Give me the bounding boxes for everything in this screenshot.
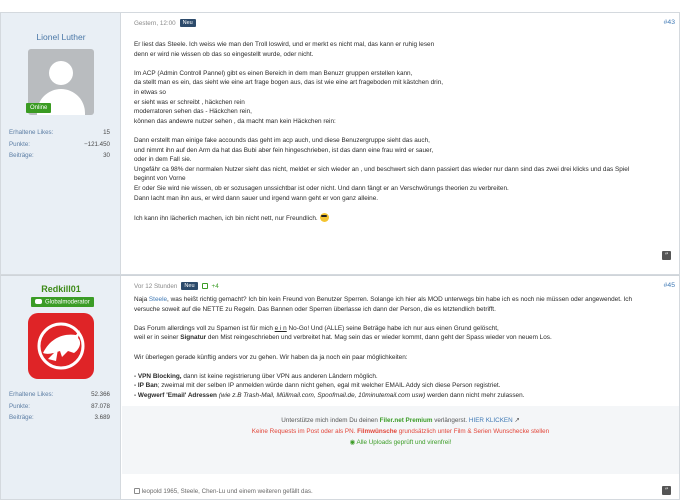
online-badge: Online: [26, 103, 51, 113]
text: ; zweimal mit der selben IP anmelden würde dann nicht gehen, egal mit welcher EMAIL Addy sich diese Person registriet.: [157, 382, 501, 390]
like-count[interactable]: +4: [211, 282, 219, 290]
cool-smiley-icon: [320, 213, 329, 222]
text: Keine Requests im Post oder als PN.: [251, 428, 358, 435]
quote-icon[interactable]: ”: [662, 251, 671, 260]
text: verlängerst.: [432, 417, 469, 424]
stat-value: 15: [103, 129, 110, 136]
new-badge: Neu: [180, 19, 196, 27]
text: werden dann nicht mehr zulassen.: [425, 391, 525, 399]
text-line: Im ACP (Admin Controll Pannel) gibt es einen Bereich in dem man Benuzr gruppen erstellen kann,: [134, 69, 413, 77]
italic-text: (wie z.B Trash-Mail, Müllmail.com, Spoofmail.de, 10minutemail.com usw): [216, 391, 426, 399]
signature-block: [122, 406, 679, 474]
avatar[interactable]: [28, 313, 94, 379]
bold-text: Filmwünsche: [357, 428, 398, 435]
user-sidebar: [1, 276, 121, 499]
text: Naja: [134, 296, 149, 303]
new-badge: Neu: [181, 282, 197, 290]
promo-link[interactable]: HIER KLICKEN: [468, 417, 513, 424]
thumbs-up-icon: [134, 488, 140, 494]
user-stats: [9, 129, 110, 164]
liked-by-bar: [134, 488, 313, 495]
text-line: in etwas so: [134, 88, 166, 96]
role-badge: [31, 297, 94, 307]
text-line: er sieht was er schreibt , häckchen rein: [134, 98, 245, 106]
text: weil er in seiner: [134, 334, 181, 342]
username-link[interactable]: Redkill01: [41, 284, 81, 294]
liked-by-text[interactable]: leopold 1965, Steele, Chen-Lu und einem weiteren gefällt das.: [141, 488, 313, 495]
bold-text: Filer.net Premium: [379, 417, 433, 424]
bold-text: Signatur: [180, 334, 207, 342]
text-line: oder in dem Fall sie.: [134, 156, 192, 164]
text-line: können das andewre nutzer sehen , da macht man kein Häckchen rein:: [134, 117, 336, 125]
text-line: Dann lacht man ihn aus, er wird dann sauer und irgend wann geht er von ganz alleine.: [134, 194, 379, 202]
text-line: Ungefähr ca 98% der normalen Nutzer sieht das nicht, meldet er sich wieder an , und beschwert sich dann passiert das wieder nur dann sind das zwei drei klicks und das Spiel: [134, 165, 630, 173]
stat-label[interactable]: Punkte:: [9, 140, 30, 148]
text-line: beginnt von Vorne: [134, 175, 186, 183]
text-line: versuche soweit auf die NETTE zu Regeln. Das Bannen oder Sperren überlasse ich dann der Person, die es letztendlich betrifft.: [134, 305, 496, 313]
post-time[interactable]: Vor 12 Stunden: [134, 282, 178, 290]
external-link-icon: ↗: [514, 417, 520, 424]
role-label: Globalmoderator: [45, 299, 90, 305]
post-message: [134, 40, 669, 233]
user-stats: [9, 391, 110, 426]
post-time[interactable]: Gestern, 12:00: [134, 19, 176, 27]
text-line: moderratoren sehen das - Häckchen rein,: [134, 108, 252, 116]
stat-value: 52.366: [91, 391, 110, 398]
user-mention-link[interactable]: Steele: [148, 296, 168, 303]
text: Unterstütze mich indem Du deinen: [281, 417, 380, 424]
stat-label[interactable]: Erhaltene Likes:: [9, 129, 54, 136]
underlined-text: e i n: [274, 324, 287, 332]
text-line: und nimmt ihn auf den Arm da hat das Bubi aber fein hingeschrieben, ist das dann eine frau wird er sauer,: [134, 146, 434, 154]
text: Alle Uploads geprüft und virenfrei!: [356, 439, 452, 446]
post-43: [0, 12, 680, 275]
stat-label[interactable]: Erhaltene Likes:: [9, 391, 54, 398]
text: Das Forum allerdings voll zu Spamen ist für mich: [134, 324, 275, 332]
username-link[interactable]: Lionel Luther: [36, 32, 86, 42]
stat-label[interactable]: Beiträge:: [9, 152, 34, 159]
text-line: da stellt man es ein, das sieht wie eine art frage bogen aus, das ist wie eine art frageboden mit kästchen drin,: [134, 79, 444, 87]
shield-icon: ◉: [349, 439, 356, 446]
bold-text: - VPN Blocking,: [134, 372, 182, 380]
text-line: Er liest das Steele. Ich weiss wie man den Troll loswird, und er merkt es nicht mal, das kann er ruhig lesen: [134, 41, 435, 48]
thumbs-up-icon: [202, 283, 208, 289]
text: No-Go! Und (ALLE) seine Beträge habe ich nur aus einen Grund gelöscht,: [286, 324, 499, 332]
text: den Mist reingeschrieben und verbreitet hat. Mag sein das er wieder kommt, dann geht der Spass wieder von neuem Los.: [206, 334, 552, 342]
stat-value: −121.450: [84, 140, 110, 148]
group-icon: [35, 299, 42, 304]
text-line: Er oder Sie wird nie wissen, ob er sozusagen unssichtbar ist oder nicht. Und dann fängt er an Verschwörungs theorien zu verbreiten.: [134, 184, 509, 192]
user-sidebar: [1, 13, 121, 274]
stat-label[interactable]: Beiträge:: [9, 414, 34, 421]
text-line: Wir überlegen gerade künftig anders vor zu gehen. Wir haben da ja noch ein paar möglichkeiten:: [134, 353, 408, 361]
stat-value: 87.078: [91, 402, 110, 410]
quote-icon[interactable]: ”: [662, 486, 671, 495]
text: , was heißt richtig gemacht? Ich bin kein Freund von Benutzer Sperren. Solange ich hier als MOD unterwegs bin habe ich es noch nie müssen oder angewendet. Ich: [167, 296, 633, 303]
text-line: denn er wird nie wissen ob das so eingestellt wurde, oder nicht.: [134, 50, 314, 58]
text: dann ist keine registrierung über VPN aus anderen Ländern möglich.: [181, 372, 378, 380]
stat-value: 3.689: [94, 414, 110, 421]
text-line: Dann erstellt man einige fake accounds das geht im acp auch, und diese Benuzergruppe sieht das auch,: [134, 136, 430, 144]
post-meta: [134, 19, 196, 27]
text-line: Ich kann ihn lächerlich machen, ich bin nicht nett, nur Freundlich.: [134, 214, 318, 222]
post-45: [0, 275, 680, 500]
text: grundsätzlich unter Film & Serien Wunschecke stellen: [397, 428, 550, 435]
bold-text: - Wegwerf 'Email' Adressen: [134, 391, 217, 399]
stat-value: 30: [103, 152, 110, 159]
bold-text: - IP Ban: [134, 382, 158, 390]
stat-label[interactable]: Punkte:: [9, 402, 30, 410]
post-number[interactable]: #45: [663, 282, 675, 289]
post-number[interactable]: #43: [663, 19, 675, 26]
post-meta: [134, 282, 219, 290]
